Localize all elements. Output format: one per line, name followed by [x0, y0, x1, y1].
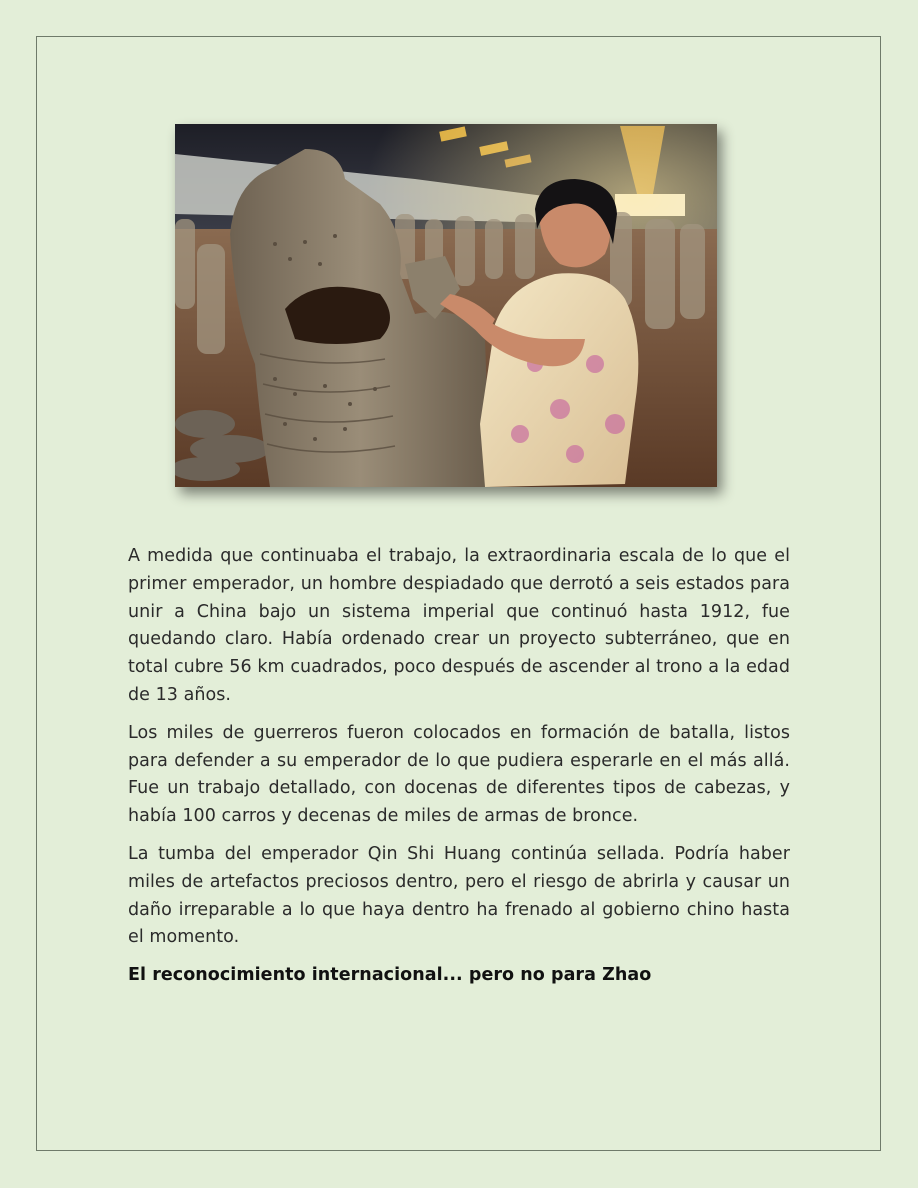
- article-body: [128, 543, 790, 1000]
- paragraph-1: A medida que continuaba el trabajo, la extraordinaria escala de lo que el primer emperador, un hombre despiadado que derrotó a seis estados para unir a China bajo un sistema imperial que continuó hasta 1912, fue quedando claro. Había ordenado crear un proyecto subterráneo, que en total cubre 56 km cuadrados, poco después de ascender al trono a la edad de 13 años.: [128, 546, 790, 705]
- paragraph-3: La tumba del emperador Qin Shi Huang continúa sellada. Podría haber miles de artefactos preciosos dentro, pero el riesgo de abrirla y causar un daño irreparable a lo que haya dentro ha frenado al gobierno chino hasta el momento.: [128, 843, 790, 948]
- paragraph-2: Los miles de guerreros fueron colocados en formación de batalla, listos para defender a su emperador de lo que pudiera esperarle en el más allá. Fue un trabajo detallado, con docenas de diferentes tipos de cabezas, y había 100 carros y decenas de miles de armas de bronce.: [128, 722, 790, 827]
- terracotta-restoration-photo: [175, 124, 717, 487]
- section-subheading: El reconocimiento internacional... pero no para Zhao: [128, 965, 652, 986]
- article-photo: [175, 124, 717, 487]
